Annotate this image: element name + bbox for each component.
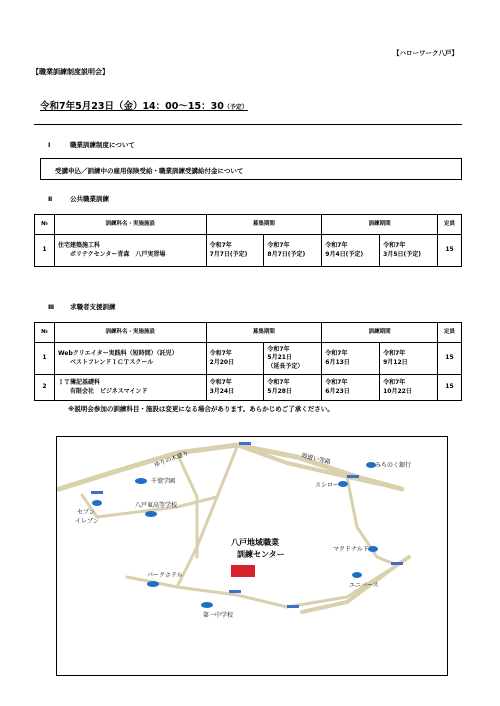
row-course: Webクリエイター実践科（短時間）（託児） xyxy=(57,350,178,358)
row-course: 住宅建築施工科 xyxy=(57,242,100,250)
row-facility: ポリテクセンター青森 八戸実習場 xyxy=(69,250,166,258)
label-center-line2: 訓練センター xyxy=(237,550,285,559)
col-header-course: 訓練科名・実施施設 xyxy=(54,215,206,235)
session-date-note: （予定） xyxy=(223,104,248,111)
row-facility: 有限会社 ビジネスマインド xyxy=(69,387,148,395)
row-no: 1 xyxy=(35,235,55,267)
section2-number: Ⅱ xyxy=(48,195,53,203)
col-header-capacity: 定員 xyxy=(437,323,461,343)
label-michinoku: みちのく銀行 xyxy=(375,462,412,469)
row-capacity: 15 xyxy=(438,235,462,267)
map-canvas xyxy=(57,437,447,675)
section1-title: 職業訓練制度について xyxy=(70,141,135,149)
row-capacity: 15 xyxy=(437,343,461,375)
row-recruit-start: 令和7年 2月20日 xyxy=(206,343,264,375)
row-recruit-start: 令和7年 7月7日(予定) xyxy=(206,235,264,267)
notice-text: ※説明会参加の訓練科目・施設は変更になる場合があります。あらかじめご了承ください。 xyxy=(68,405,334,413)
row-recruit-end: 令和7年 8月7日(予定) xyxy=(264,235,322,267)
seven-eleven-marker xyxy=(92,500,102,506)
signal-icon xyxy=(391,562,403,565)
row-training-start: 令和7年 6月13日 xyxy=(322,343,380,375)
signal-icon xyxy=(229,590,241,593)
row-recruit-end: 令和7年 5月21日 （延長予定） xyxy=(264,343,322,375)
signal-icon xyxy=(287,605,299,608)
job-seeker-training-table xyxy=(34,322,462,401)
section1-number: Ⅰ xyxy=(48,141,51,149)
signal-icon xyxy=(347,475,359,478)
section3-title: 求職者支援訓練 xyxy=(70,303,116,311)
organization-label: 【ハローワーク八戸】 xyxy=(393,49,458,57)
col-header-training: 訓練期間 xyxy=(322,323,438,343)
document-title: 【職業訓練制度説明会】 xyxy=(32,68,109,76)
section3-number: Ⅲ xyxy=(48,303,55,311)
col-header-capacity: 定員 xyxy=(438,215,462,235)
section1-heading xyxy=(48,140,135,149)
universe-marker xyxy=(352,572,362,578)
col-header-recruit: 募集期間 xyxy=(206,215,322,235)
section2-title: 公共職業訓練 xyxy=(70,195,109,203)
row-recruit-start: 令和7年 3月24日 xyxy=(206,375,264,401)
row-course-cell xyxy=(54,343,206,375)
road-diagonal xyxy=(177,447,237,587)
label-shuurai: 周遊い等路 xyxy=(300,452,332,467)
signal-icon xyxy=(91,491,103,494)
mcdonalds-marker xyxy=(368,546,378,552)
table-row xyxy=(35,375,462,401)
row-facility: ベストフレンドＩＣＴスクール xyxy=(69,358,154,366)
label-chiba-gakuen: 千葉学園 xyxy=(151,478,176,485)
row-recruit-end: 令和7年 5月28日 xyxy=(264,375,322,401)
divider-line xyxy=(34,124,462,125)
section1-content-box: 受講申込／訓練中の雇用保険受給・職業訓練受講給付金について xyxy=(40,158,462,180)
col-header-no: № xyxy=(35,215,55,235)
row-capacity: 15 xyxy=(437,375,461,401)
row-training-end: 令和7年 10月22日 xyxy=(380,375,438,401)
row-course-cell xyxy=(54,375,206,401)
label-seven: セブン xyxy=(77,509,95,516)
label-sushiro: スシロー xyxy=(315,482,340,489)
row-course: ＩＴ簿記基礎科 xyxy=(57,379,100,387)
label-eleven: イレブン xyxy=(75,518,99,525)
label-daiichi: 第一中学校 xyxy=(203,612,234,619)
label-park-hotel: パークホテル xyxy=(147,572,183,579)
training-center-building xyxy=(231,565,255,577)
row-training-start: 令和7年 6月23日 xyxy=(322,375,380,401)
label-mcdonalds: マクドナルド xyxy=(333,546,369,553)
access-map xyxy=(56,436,448,676)
table-row xyxy=(35,235,462,267)
row-no: 2 xyxy=(35,375,55,401)
daiichi-marker xyxy=(201,602,213,608)
section2-heading xyxy=(48,194,109,203)
row-no: 1 xyxy=(35,343,55,375)
signal-icon xyxy=(239,442,251,445)
table-row xyxy=(35,343,462,375)
label-center-line1: 八戸地域職業 xyxy=(231,538,279,547)
col-header-no: № xyxy=(35,323,55,343)
row-training-end: 令和7年 3月5日(予定) xyxy=(380,235,438,267)
hachinohe-higashi-marker xyxy=(145,511,157,517)
session-datetime xyxy=(40,98,248,112)
row-training-end: 令和7年 9月12日 xyxy=(380,343,438,375)
label-universe: ユニバース xyxy=(349,582,379,589)
chiba-gakuen-marker xyxy=(135,478,147,484)
row-training-start: 令和7年 9月4日(予定) xyxy=(322,235,380,267)
label-hachinohe-higashi: 八戸東高等学校 xyxy=(135,502,178,509)
col-header-course: 訓練科名・実施施設 xyxy=(54,323,206,343)
section3-heading xyxy=(48,302,116,311)
row-course-cell xyxy=(54,235,206,267)
session-date: 令和7年5月23日（金）14：00～15：30 xyxy=(40,101,224,112)
col-header-training: 訓練期間 xyxy=(322,215,438,235)
label-yurinoki: ゆりの木通り xyxy=(153,449,190,469)
col-header-recruit: 募集期間 xyxy=(206,323,322,343)
sushiro-marker xyxy=(338,481,348,487)
park-hotel-marker xyxy=(147,581,159,587)
public-training-table xyxy=(34,214,462,267)
